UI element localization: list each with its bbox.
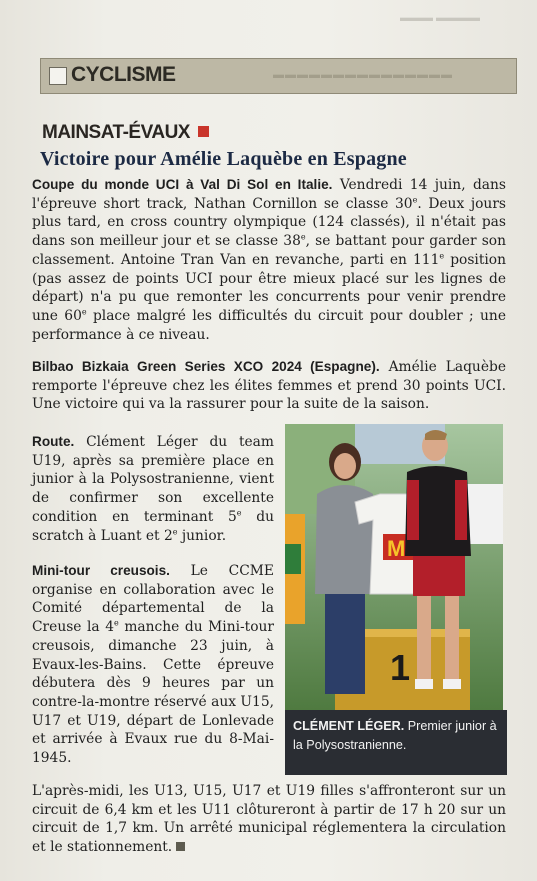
text-run: Clément Léger du team U19, après sa première place en junior à la Polysostranienne, vient de confirmer son excellente condition en terminant 5 [32, 434, 274, 525]
superscript: e [236, 508, 242, 518]
section-bleed-through: ▬▬▬▬▬▬▬▬▬▬▬▬▬▬▬ [273, 69, 453, 81]
paragraph-lead: Bilbao Bizkaia Green Series XCO 2024 (Espagne). [32, 359, 380, 374]
photo-illustration [285, 424, 503, 710]
paragraph-bilbao [32, 358, 506, 414]
superscript: e [439, 251, 445, 261]
paragraph-apres-midi [32, 782, 506, 857]
article-kicker [42, 122, 209, 144]
text-run: . Deux jours plus tard, en cross country olympique (124 classés), il n'était pas dans son meilleur jour et se classe 38 [32, 195, 506, 250]
paragraph-route [32, 433, 274, 545]
paragraph-lead: Mini-tour creusois. [32, 563, 170, 578]
jersey-logo: M [387, 536, 406, 561]
red-square-icon [198, 126, 209, 137]
kicker-text: MAINSAT-ÉVAUX [42, 122, 190, 143]
article-photo [285, 424, 503, 710]
end-square-icon [176, 842, 185, 851]
text-run: , se battant pour garder son classement. Antoine Tran Van en revanche, parti en 111 [32, 233, 506, 268]
photo-caption [285, 710, 507, 775]
bleed-through-text: ▬▬▬ ▬▬▬▬ [400, 12, 481, 24]
superscript: e [412, 195, 418, 205]
paragraph-mini-tour [32, 562, 274, 768]
caption-name: CLÉMENT LÉGER. [293, 719, 405, 733]
superscript: e [114, 618, 119, 628]
paragraph-lead: Coupe du monde UCI à Val Di Sol en Italie. [32, 177, 333, 192]
superscript: e [172, 526, 178, 536]
section-square-icon [49, 67, 67, 85]
podium-number: 1 [390, 647, 411, 688]
text-run: place malgré les difficultés du circuit pour doubler ; une performance à ce niveau. [32, 307, 506, 343]
caption-text: Premier junior à la Polysostranienne. [293, 719, 497, 752]
paragraph-coupe-du-monde [32, 176, 506, 344]
article-headline: Victoire pour Amélie Laquèbe en Espagne [40, 148, 407, 170]
text-run: Amélie Laquèbe remporte l'épreuve chez les élites femmes et prend 30 points UCI. Une victoire qui va la rassurer pour la suite de la saison. [32, 359, 506, 413]
text-run: L'après-midi, les U13, U15, U17 et U19 filles s'affronteront sur un circuit de 6,4 km et les U11 clôtureront à partir de 17 h 20 sur un circuit de 1,7 km. Un arrêté municipal réglementera la circulation et le stationnement. [32, 783, 506, 856]
text-run: Le CCME organise en collaboration avec le Comité départemental de la Creuse la 4 [32, 563, 274, 636]
section-header [40, 58, 517, 94]
text-run: manche du Mini-tour creusois, dimanche 23 juin, à Evaux-les-Bains. Cette épreuve débutera dès 9 heures par un contre-la-montre réservé aux U15, U17 et U19, départ de Lonlevade et arrivée à Evaux rue du 8-Mai-1945. [32, 619, 274, 767]
section-title: CYCLISME [71, 63, 176, 86]
text-run: junior. [177, 527, 227, 544]
text-run: position (pas assez de points UCI pour être mieux placé sur les lignes de départ) n'a pu que remonter les concurrents pour venir prendre une 60 [32, 251, 506, 324]
superscript: e [300, 232, 306, 242]
text-run: du scratch à Luant et 2 [32, 508, 274, 544]
paragraph-lead: Route. [32, 434, 75, 449]
superscript: e [81, 307, 87, 317]
text-run: Vendredi 14 juin, dans l'épreuve short track, Nathan Cornillon se classe 30 [32, 177, 506, 212]
